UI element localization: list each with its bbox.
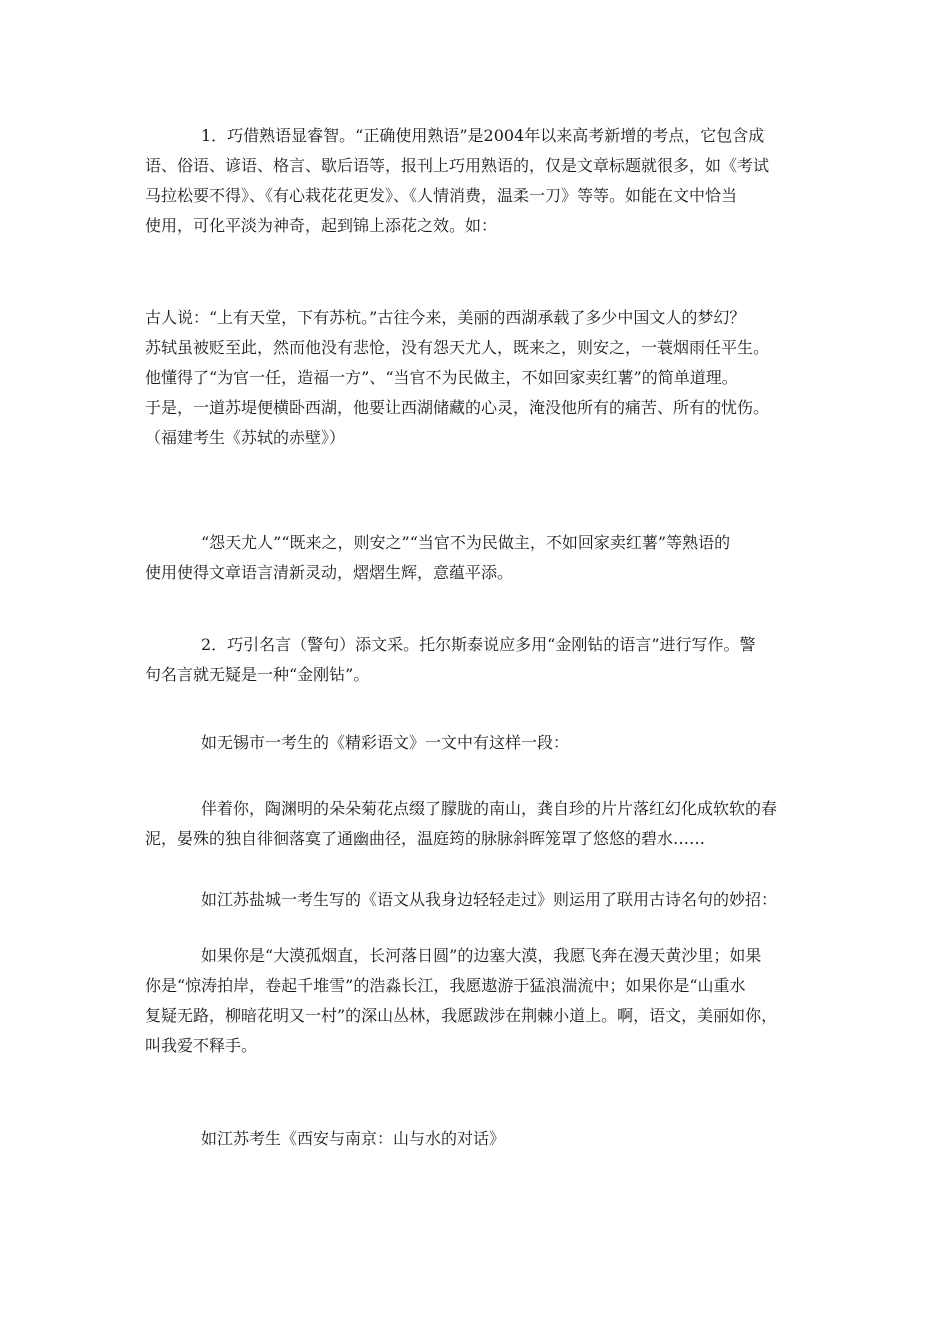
text-line: 2．巧引名言（警句）添文采。托尔斯泰说应多用“金刚钻的语言”进行写作。警 <box>201 635 756 654</box>
text-line: 句名言就无疑是一种“金刚钻”。 <box>145 665 370 684</box>
text-line: 古人说：“上有天堂，下有苏杭。”古往今来，美丽的西湖承载了多少中国文人的梦幻？ <box>145 308 746 327</box>
paragraph-comment <box>145 528 805 588</box>
text-line: 1．巧借熟语显睿智。“正确使用熟语”是2004年以来高考新增的考点，它包含成 <box>201 126 765 145</box>
text-line: 伴着你，陶渊明的朵朵菊花点缀了朦胧的南山，龚自珍的片片落红幻化成软软的春 <box>201 799 778 818</box>
text-line: 苏轼虽被贬至此，然而他没有悲怆，没有怨天尤人，既来之，则安之，一蓑烟雨任平生。 <box>145 338 770 357</box>
text-line: 如无锡市一考生的《精彩语文》一文中有这样一段： <box>201 733 570 752</box>
source-citation: （福建考生《苏轼的赤壁》） <box>145 428 346 447</box>
text-line: 使用使得文章语言清新灵动，熠熠生辉，意蕴平添。 <box>145 563 514 582</box>
text-line: “怨天尤人”“既来之，则安之”“当官不为民做主，不如回家卖红薯”等熟语的 <box>201 533 731 552</box>
text-line: 复疑无路，柳暗花明又一村”的深山丛林，我愿跋涉在荆棘小道上。啊，语文，美丽如你， <box>145 1006 778 1025</box>
paragraph-quotes <box>145 630 805 690</box>
text-line: 如果你是“大漠孤烟直，长河落日圆”的边塞大漠，我愿飞奔在漫天黄沙里；如果 <box>201 946 762 965</box>
paragraph-idioms <box>145 121 805 241</box>
paragraph-example-sushi <box>145 303 805 453</box>
text-line: 叫我爱不释手。 <box>145 1036 258 1055</box>
text-line: 语、俗语、谚语、格言、歇后语等，报刊上巧用熟语的，仅是文章标题就很多，如《考试 <box>145 156 770 175</box>
text-line: 如江苏考生《西安与南京：山与水的对话》 <box>201 1129 506 1148</box>
text-line: 于是，一道苏堤便横卧西湖，他要让西湖储藏的心灵，淹没他所有的痛苦、所有的忧伤。 <box>145 398 770 417</box>
text-line: 你是“惊涛拍岸，卷起千堆雪”的浩淼长江，我愿遨游于猛浪湍流中；如果你是“山重水 <box>145 976 746 995</box>
paragraph-wuxi-intro <box>145 728 805 758</box>
text-line: 使用，可化平淡为神奇，起到锦上添花之效。如： <box>145 216 498 235</box>
paragraph-yancheng-example <box>145 941 805 1061</box>
text-line: 他懂得了“为官一任，造福一方”、“当官不为民做主，不如回家卖红薯”的简单道理。 <box>145 368 738 387</box>
paragraph-jiangsu-intro <box>145 1124 805 1154</box>
paragraph-wuxi-example <box>145 794 805 854</box>
text-line: 如江苏盐城一考生写的《语文从我身边轻轻走过》则运用了联用古诗名句的妙招： <box>201 890 778 909</box>
text-line: 泥，晏殊的独自徘徊落寞了通幽曲径，温庭筠的脉脉斜晖笼罩了悠悠的碧水…… <box>145 829 706 848</box>
paragraph-yancheng-intro <box>145 885 805 915</box>
text-line: 马拉松要不得》、《有心栽花花更发》、《人情消费，温柔一刀》等等。如能在文中恰当 <box>145 186 738 205</box>
